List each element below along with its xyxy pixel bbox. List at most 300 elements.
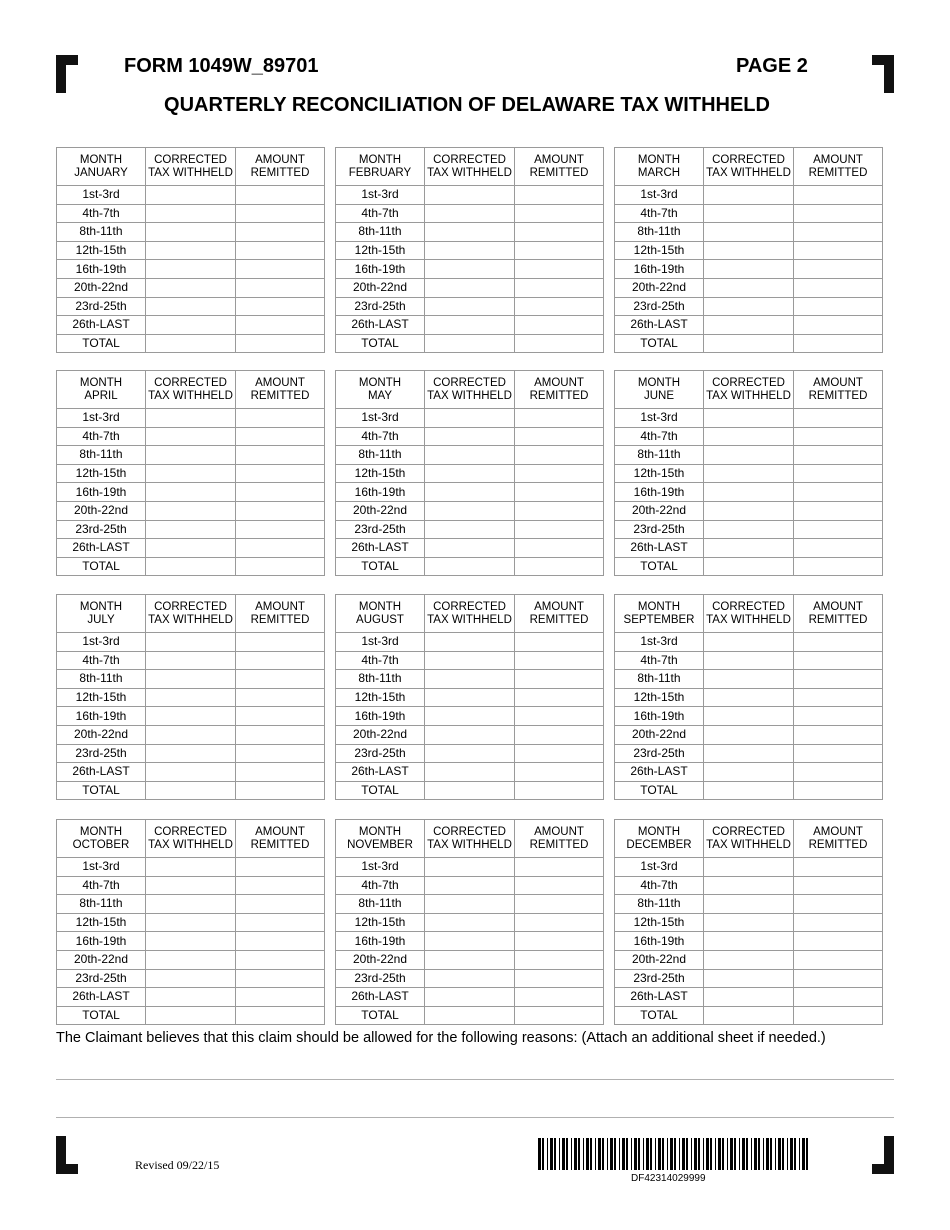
corrected-tax-cell[interactable] — [146, 913, 236, 932]
corrected-tax-cell[interactable] — [425, 913, 515, 932]
amount-remitted-cell[interactable] — [794, 260, 883, 279]
table-row — [336, 539, 604, 558]
corrected-tax-cell[interactable] — [425, 950, 515, 969]
corrected-tax-cell[interactable] — [425, 204, 515, 223]
month-table-august — [335, 594, 604, 800]
corrected-tax-cell[interactable] — [704, 988, 794, 1007]
table-row — [615, 913, 883, 932]
amount-remitted-cell[interactable] — [515, 316, 604, 335]
table-row — [336, 464, 604, 483]
amount-remitted-cell[interactable] — [794, 539, 883, 558]
amount-remitted-cell[interactable] — [515, 651, 604, 670]
amount-remitted-cell[interactable] — [515, 913, 604, 932]
table-row — [615, 297, 883, 316]
amount-remitted-cell[interactable] — [515, 334, 604, 353]
amount-remitted-cell[interactable] — [794, 483, 883, 502]
barcode-bar — [614, 1138, 616, 1170]
corrected-tax-cell[interactable] — [704, 858, 794, 877]
corrected-tax-cell[interactable] — [425, 446, 515, 465]
corrected-tax-cell[interactable] — [146, 297, 236, 316]
amount-remitted-cell[interactable] — [794, 876, 883, 895]
table-row — [615, 539, 883, 558]
amount-remitted-cell[interactable] — [515, 895, 604, 914]
corrected-tax-cell[interactable] — [425, 725, 515, 744]
amount-remitted-header: AMOUNT REMITTED — [236, 148, 325, 186]
amount-remitted-cell[interactable] — [515, 725, 604, 744]
amount-remitted-cell[interactable] — [794, 725, 883, 744]
corrected-tax-cell[interactable] — [704, 464, 794, 483]
period-label: 12th-15th — [615, 688, 704, 707]
corrected-tax-cell[interactable] — [704, 651, 794, 670]
corrected-tax-cell[interactable] — [425, 763, 515, 782]
corrected-tax-cell[interactable] — [146, 781, 236, 800]
amount-remitted-cell[interactable] — [236, 241, 325, 260]
amount-remitted-cell[interactable] — [515, 501, 604, 520]
amount-remitted-cell[interactable] — [794, 651, 883, 670]
barcode-bar — [730, 1138, 733, 1170]
amount-remitted-cell[interactable] — [515, 427, 604, 446]
corrected-tax-cell[interactable] — [425, 744, 515, 763]
corrected-tax-cell[interactable] — [146, 427, 236, 446]
corrected-tax-cell[interactable] — [704, 241, 794, 260]
amount-remitted-cell[interactable] — [515, 297, 604, 316]
reason-line-2[interactable] — [56, 1117, 894, 1118]
corrected-tax-cell[interactable] — [425, 781, 515, 800]
amount-remitted-cell[interactable] — [236, 988, 325, 1007]
amount-remitted-cell[interactable] — [236, 858, 325, 877]
corrected-tax-cell[interactable] — [146, 539, 236, 558]
corrected-tax-cell[interactable] — [704, 969, 794, 988]
corrected-tax-cell[interactable] — [425, 260, 515, 279]
corrected-tax-cell[interactable] — [146, 483, 236, 502]
amount-remitted-cell[interactable] — [515, 950, 604, 969]
corrected-tax-cell[interactable] — [425, 633, 515, 652]
amount-remitted-cell[interactable] — [236, 670, 325, 689]
corrected-tax-cell[interactable] — [704, 501, 794, 520]
table-row — [57, 670, 325, 689]
period-label: 26th-LAST — [57, 763, 146, 782]
amount-remitted-cell[interactable] — [794, 409, 883, 428]
barcode-bar — [667, 1138, 668, 1170]
amount-remitted-cell[interactable] — [236, 539, 325, 558]
amount-remitted-cell[interactable] — [236, 1006, 325, 1025]
corrected-tax-cell[interactable] — [704, 446, 794, 465]
amount-remitted-cell[interactable] — [794, 932, 883, 951]
amount-remitted-cell[interactable] — [236, 950, 325, 969]
corrected-tax-cell[interactable] — [425, 969, 515, 988]
amount-remitted-cell[interactable] — [515, 633, 604, 652]
amount-remitted-cell[interactable] — [794, 316, 883, 335]
period-label: TOTAL — [615, 557, 704, 576]
amount-remitted-cell[interactable] — [794, 988, 883, 1007]
corrected-tax-cell[interactable] — [425, 241, 515, 260]
table-row — [336, 260, 604, 279]
amount-remitted-cell[interactable] — [236, 483, 325, 502]
corrected-tax-cell[interactable] — [704, 557, 794, 576]
period-label: 4th-7th — [57, 204, 146, 223]
corrected-tax-cell[interactable] — [704, 895, 794, 914]
amount-remitted-cell[interactable] — [236, 633, 325, 652]
corrected-tax-cell[interactable] — [704, 260, 794, 279]
corrected-tax-cell[interactable] — [704, 932, 794, 951]
amount-remitted-cell[interactable] — [236, 223, 325, 242]
amount-remitted-cell[interactable] — [236, 781, 325, 800]
corrected-tax-cell[interactable] — [704, 427, 794, 446]
amount-remitted-cell[interactable] — [515, 223, 604, 242]
amount-remitted-cell[interactable] — [515, 969, 604, 988]
amount-remitted-cell[interactable] — [515, 781, 604, 800]
table-row — [57, 988, 325, 1007]
corrected-tax-cell[interactable] — [704, 763, 794, 782]
table-row — [57, 223, 325, 242]
table-row — [615, 969, 883, 988]
corrected-tax-cell[interactable] — [425, 186, 515, 205]
corrected-tax-cell[interactable] — [146, 858, 236, 877]
corrected-tax-cell[interactable] — [146, 651, 236, 670]
barcode-bar — [655, 1138, 656, 1170]
corrected-tax-cell[interactable] — [425, 858, 515, 877]
amount-remitted-cell[interactable] — [236, 446, 325, 465]
corrected-tax-cell[interactable] — [146, 1006, 236, 1025]
corrected-tax-cell[interactable] — [425, 297, 515, 316]
table-row — [57, 334, 325, 353]
amount-remitted-cell[interactable] — [794, 895, 883, 914]
corrected-tax-cell[interactable] — [704, 539, 794, 558]
table-row — [57, 633, 325, 652]
amount-remitted-cell[interactable] — [794, 501, 883, 520]
corrected-tax-cell[interactable] — [704, 688, 794, 707]
corrected-tax-cell[interactable] — [704, 520, 794, 539]
period-label: 26th-LAST — [336, 316, 425, 335]
amount-remitted-cell[interactable] — [794, 297, 883, 316]
corrected-tax-cell[interactable] — [146, 316, 236, 335]
corrected-tax-cell[interactable] — [425, 409, 515, 428]
amount-remitted-cell[interactable] — [236, 297, 325, 316]
corrected-tax-cell[interactable] — [704, 1006, 794, 1025]
barcode-bar — [571, 1138, 572, 1170]
corrected-tax-cell[interactable] — [146, 707, 236, 726]
amount-remitted-cell[interactable] — [236, 427, 325, 446]
amount-remitted-cell[interactable] — [794, 1006, 883, 1025]
corrected-tax-cell[interactable] — [146, 950, 236, 969]
amount-remitted-cell[interactable] — [794, 278, 883, 297]
amount-remitted-cell[interactable] — [515, 204, 604, 223]
reason-line-1[interactable] — [56, 1079, 894, 1080]
period-label: 26th-LAST — [615, 988, 704, 1007]
corrected-tax-cell[interactable] — [425, 557, 515, 576]
amount-remitted-cell[interactable] — [515, 539, 604, 558]
corrected-tax-cell[interactable] — [146, 744, 236, 763]
amount-remitted-cell[interactable] — [794, 633, 883, 652]
corrected-tax-cell[interactable] — [146, 278, 236, 297]
amount-remitted-cell[interactable] — [515, 464, 604, 483]
table-row — [336, 501, 604, 520]
barcode-bar — [782, 1138, 784, 1170]
amount-remitted-cell[interactable] — [794, 334, 883, 353]
period-label: 23rd-25th — [615, 969, 704, 988]
amount-remitted-cell[interactable] — [794, 186, 883, 205]
table-row — [615, 557, 883, 576]
corrected-tax-cell[interactable] — [704, 409, 794, 428]
amount-remitted-cell[interactable] — [515, 446, 604, 465]
corrected-tax-cell[interactable] — [704, 670, 794, 689]
amount-remitted-cell[interactable] — [515, 1006, 604, 1025]
corrected-tax-cell[interactable] — [146, 186, 236, 205]
corrected-tax-cell[interactable] — [425, 670, 515, 689]
barcode-bar — [574, 1138, 577, 1170]
month-table-september — [614, 594, 883, 800]
corrected-tax-cell[interactable] — [704, 204, 794, 223]
corrected-tax-cell[interactable] — [704, 633, 794, 652]
amount-remitted-cell[interactable] — [236, 464, 325, 483]
amount-remitted-cell[interactable] — [794, 950, 883, 969]
amount-remitted-cell[interactable] — [236, 409, 325, 428]
amount-remitted-cell[interactable] — [794, 223, 883, 242]
table-row — [57, 858, 325, 877]
corrected-tax-cell[interactable] — [425, 895, 515, 914]
month-header: MONTH OCTOBER — [57, 820, 146, 858]
amount-remitted-cell[interactable] — [515, 278, 604, 297]
corrected-tax-cell[interactable] — [425, 483, 515, 502]
corrected-tax-cell[interactable] — [425, 278, 515, 297]
table-row — [336, 725, 604, 744]
amount-remitted-cell[interactable] — [515, 260, 604, 279]
month-header: MONTH NOVEMBER — [336, 820, 425, 858]
amount-remitted-cell[interactable] — [236, 744, 325, 763]
corrected-tax-cell[interactable] — [425, 932, 515, 951]
corrected-tax-cell[interactable] — [425, 501, 515, 520]
barcode-bar — [590, 1138, 592, 1170]
table-row — [615, 744, 883, 763]
corrected-tax-cell[interactable] — [704, 950, 794, 969]
amount-remitted-cell[interactable] — [515, 876, 604, 895]
corrected-tax-cell[interactable] — [146, 241, 236, 260]
corrected-tax-cell[interactable] — [425, 707, 515, 726]
page-subtitle: QUARTERLY RECONCILIATION OF DELAWARE TAX WITHHELD — [164, 94, 770, 116]
amount-remitted-cell[interactable] — [236, 501, 325, 520]
period-label: 1st-3rd — [57, 633, 146, 652]
corrected-tax-cell[interactable] — [704, 316, 794, 335]
barcode-bar — [727, 1138, 728, 1170]
corrected-tax-cell[interactable] — [425, 539, 515, 558]
corrected-tax-cell[interactable] — [704, 913, 794, 932]
amount-remitted-cell[interactable] — [794, 969, 883, 988]
corrected-tax-cell[interactable] — [704, 725, 794, 744]
amount-remitted-cell[interactable] — [236, 763, 325, 782]
amount-remitted-cell[interactable] — [515, 520, 604, 539]
amount-remitted-cell[interactable] — [236, 520, 325, 539]
corrected-tax-cell[interactable] — [146, 988, 236, 1007]
amount-remitted-cell[interactable] — [794, 781, 883, 800]
amount-remitted-cell[interactable] — [236, 651, 325, 670]
amount-remitted-cell[interactable] — [515, 744, 604, 763]
barcode-bar — [682, 1138, 685, 1170]
corrected-tax-cell[interactable] — [146, 204, 236, 223]
period-label: 20th-22nd — [57, 725, 146, 744]
corrected-tax-cell[interactable] — [425, 520, 515, 539]
barcode-bar — [787, 1138, 788, 1170]
corrected-tax-cell[interactable] — [425, 688, 515, 707]
amount-remitted-cell[interactable] — [515, 557, 604, 576]
period-label: 8th-11th — [615, 446, 704, 465]
amount-remitted-cell[interactable] — [515, 988, 604, 1007]
corrected-tax-cell[interactable] — [425, 316, 515, 335]
barcode-bar — [751, 1138, 752, 1170]
corrected-tax-cell[interactable] — [146, 260, 236, 279]
barcode-bar — [638, 1138, 640, 1170]
corrected-tax-cell[interactable] — [704, 483, 794, 502]
amount-remitted-cell[interactable] — [236, 278, 325, 297]
period-label: TOTAL — [336, 781, 425, 800]
barcode-bar — [778, 1138, 781, 1170]
amount-remitted-cell[interactable] — [236, 707, 325, 726]
corrected-tax-cell[interactable] — [425, 1006, 515, 1025]
barcode-bar — [722, 1138, 724, 1170]
amount-remitted-cell[interactable] — [794, 446, 883, 465]
amount-remitted-cell[interactable] — [236, 932, 325, 951]
amount-remitted-cell[interactable] — [794, 520, 883, 539]
corrected-tax-cell[interactable] — [146, 725, 236, 744]
period-label: 4th-7th — [336, 427, 425, 446]
amount-remitted-cell[interactable] — [515, 858, 604, 877]
amount-remitted-cell[interactable] — [515, 932, 604, 951]
period-label: 4th-7th — [615, 204, 704, 223]
period-label: 26th-LAST — [336, 539, 425, 558]
period-label: 26th-LAST — [57, 539, 146, 558]
amount-remitted-cell[interactable] — [515, 409, 604, 428]
period-label: 1st-3rd — [336, 633, 425, 652]
amount-remitted-header: AMOUNT REMITTED — [515, 148, 604, 186]
period-label: 1st-3rd — [615, 186, 704, 205]
amount-remitted-cell[interactable] — [794, 707, 883, 726]
amount-remitted-cell[interactable] — [794, 427, 883, 446]
corrected-tax-cell[interactable] — [704, 297, 794, 316]
corrected-tax-cell[interactable] — [146, 932, 236, 951]
period-label: 23rd-25th — [336, 969, 425, 988]
amount-remitted-cell[interactable] — [236, 557, 325, 576]
corrected-tax-cell[interactable] — [146, 670, 236, 689]
table-row — [336, 557, 604, 576]
amount-remitted-cell[interactable] — [236, 204, 325, 223]
amount-remitted-cell[interactable] — [515, 688, 604, 707]
corrected-tax-cell[interactable] — [146, 876, 236, 895]
corrected-tax-cell[interactable] — [704, 223, 794, 242]
amount-remitted-cell[interactable] — [236, 969, 325, 988]
amount-remitted-cell[interactable] — [236, 186, 325, 205]
amount-remitted-cell[interactable] — [794, 858, 883, 877]
table-row — [57, 297, 325, 316]
month-table-november — [335, 819, 604, 1025]
barcode-bar — [631, 1138, 632, 1170]
corrected-tax-cell[interactable] — [425, 651, 515, 670]
amount-remitted-cell[interactable] — [515, 670, 604, 689]
corrected-tax-cell[interactable] — [704, 744, 794, 763]
table-row — [615, 633, 883, 652]
amount-remitted-cell[interactable] — [515, 707, 604, 726]
corrected-tax-cell[interactable] — [425, 223, 515, 242]
barcode-bar — [559, 1138, 560, 1170]
table-row — [336, 334, 604, 353]
corrected-tax-cell[interactable] — [146, 557, 236, 576]
corrected-tax-cell[interactable] — [425, 464, 515, 483]
amount-remitted-cell[interactable] — [515, 763, 604, 782]
corrected-tax-cell[interactable] — [704, 278, 794, 297]
amount-remitted-cell[interactable] — [236, 688, 325, 707]
amount-remitted-cell[interactable] — [515, 241, 604, 260]
barcode-bar — [710, 1138, 712, 1170]
amount-remitted-cell[interactable] — [794, 763, 883, 782]
registration-mark-bottom-right-stem — [884, 1136, 894, 1174]
corrected-tax-cell[interactable] — [704, 334, 794, 353]
corrected-tax-cell[interactable] — [146, 446, 236, 465]
corrected-tax-cell[interactable] — [146, 688, 236, 707]
barcode-bar — [746, 1138, 748, 1170]
corrected-tax-cell[interactable] — [425, 876, 515, 895]
amount-remitted-header: AMOUNT REMITTED — [515, 595, 604, 633]
corrected-tax-cell[interactable] — [704, 876, 794, 895]
amount-remitted-cell[interactable] — [236, 876, 325, 895]
table-row — [615, 651, 883, 670]
period-label: 12th-15th — [336, 464, 425, 483]
amount-remitted-cell[interactable] — [236, 895, 325, 914]
amount-remitted-cell[interactable] — [794, 241, 883, 260]
amount-remitted-cell[interactable] — [236, 913, 325, 932]
barcode-bar — [658, 1138, 661, 1170]
corrected-tax-cell[interactable] — [704, 707, 794, 726]
amount-remitted-cell[interactable] — [794, 688, 883, 707]
barcode-bar — [691, 1138, 692, 1170]
amount-remitted-cell[interactable] — [236, 316, 325, 335]
amount-remitted-cell[interactable] — [236, 725, 325, 744]
amount-remitted-cell[interactable] — [794, 670, 883, 689]
barcode-bar — [790, 1138, 793, 1170]
corrected-tax-withheld-header: CORRECTED TAX WITHHELD — [704, 371, 794, 409]
corrected-tax-cell[interactable] — [425, 427, 515, 446]
amount-remitted-cell[interactable] — [794, 464, 883, 483]
barcode-bar — [794, 1138, 796, 1170]
amount-remitted-cell[interactable] — [794, 557, 883, 576]
corrected-tax-cell[interactable] — [146, 464, 236, 483]
period-label: 20th-22nd — [57, 278, 146, 297]
amount-remitted-cell[interactable] — [236, 334, 325, 353]
corrected-tax-cell[interactable] — [146, 409, 236, 428]
corrected-tax-cell[interactable] — [146, 969, 236, 988]
amount-remitted-cell[interactable] — [236, 260, 325, 279]
corrected-tax-cell[interactable] — [425, 988, 515, 1007]
amount-remitted-cell[interactable] — [794, 204, 883, 223]
corrected-tax-cell[interactable] — [425, 334, 515, 353]
barcode-bar — [578, 1138, 580, 1170]
table-row — [615, 260, 883, 279]
period-label: 20th-22nd — [336, 278, 425, 297]
corrected-tax-cell[interactable] — [146, 763, 236, 782]
amount-remitted-cell[interactable] — [794, 913, 883, 932]
corrected-tax-cell[interactable] — [146, 633, 236, 652]
corrected-tax-cell[interactable] — [704, 781, 794, 800]
amount-remitted-cell[interactable] — [515, 186, 604, 205]
corrected-tax-cell[interactable] — [146, 520, 236, 539]
barcode-bar — [586, 1138, 589, 1170]
period-label: 20th-22nd — [57, 501, 146, 520]
corrected-tax-cell[interactable] — [704, 186, 794, 205]
corrected-tax-cell[interactable] — [146, 895, 236, 914]
amount-remitted-cell[interactable] — [515, 483, 604, 502]
corrected-tax-cell[interactable] — [146, 334, 236, 353]
corrected-tax-cell[interactable] — [146, 501, 236, 520]
amount-remitted-cell[interactable] — [794, 744, 883, 763]
corrected-tax-cell[interactable] — [146, 223, 236, 242]
table-row — [615, 725, 883, 744]
